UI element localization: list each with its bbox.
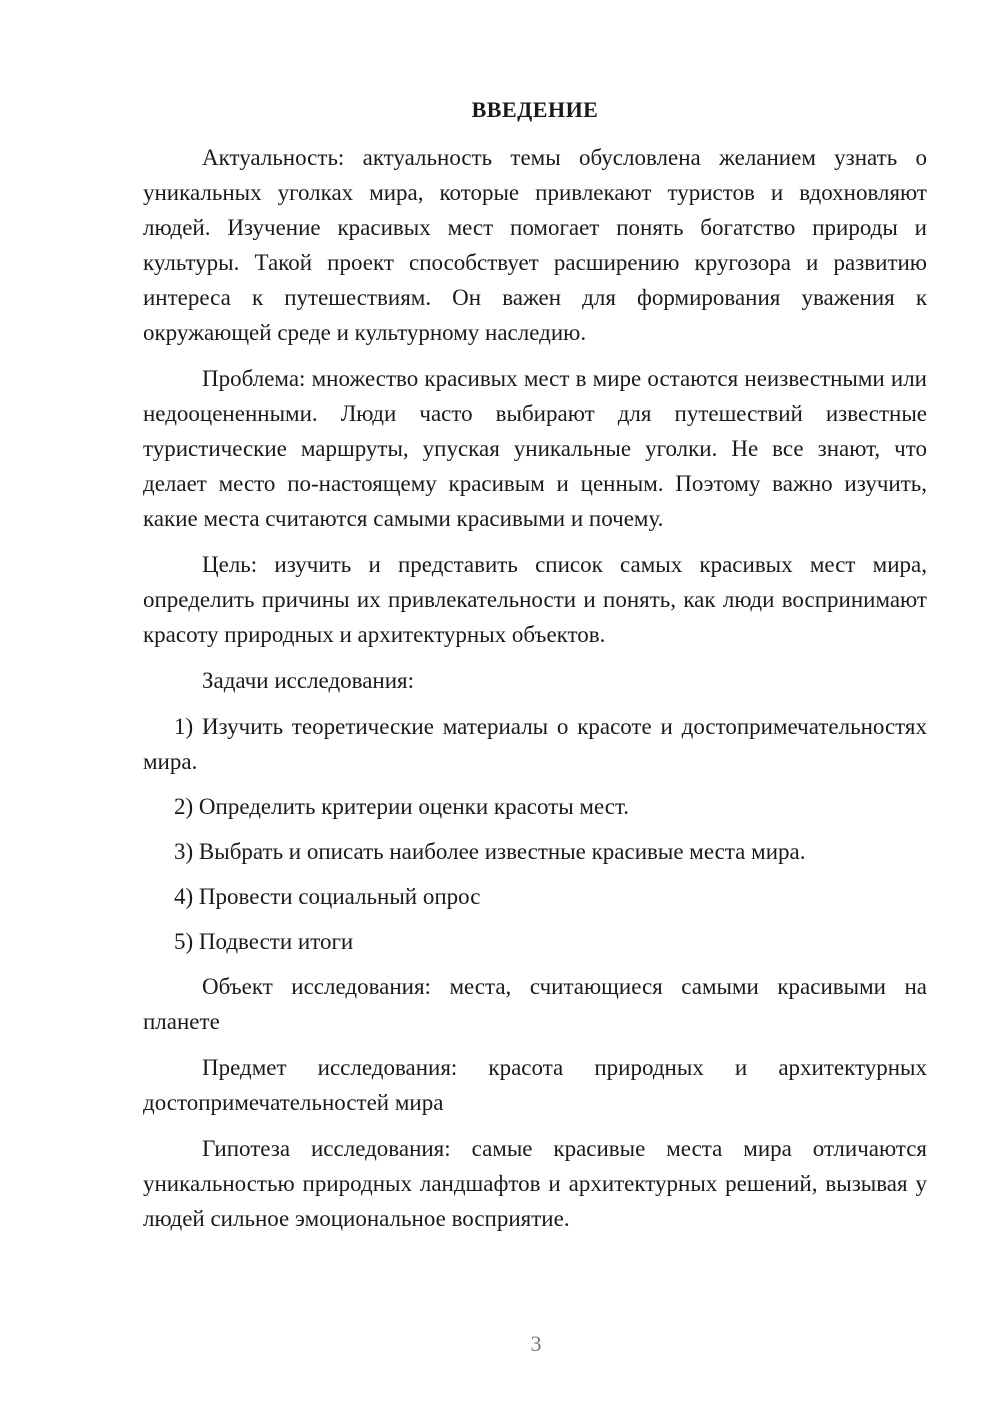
task-item-5: 5) Подвести итоги [174,929,354,954]
task-item-3: 3) Выбрать и описать наиболее известные красивые места мира. [174,839,806,864]
document-page [143,94,927,1236]
tasks-title: Задачи исследования: [202,668,415,693]
relevance-paragraph: Актуальность: актуальность темы обусловлена желанием узнать о уникальных уголках мира, которые привлекают туристов и вдохновляют людей. Изучение красивых мест помогает понять богатство природы и культуры. Такой проект способствует расширению кругозора и развитию интереса к путешествиям. Он важен для формирования уважения к окружающей среде и культурному наследию. [143,145,927,345]
task-item-2: 2) Определить критерии оценки красоты мест. [174,794,630,819]
task-item-4: 4) Провести социальный опрос [174,884,481,909]
object-paragraph: Объект исследования: места, считающиеся самыми красивыми на планете [143,974,927,1034]
hypothesis-paragraph: Гипотеза исследования: самые красивые места мира отличаются уникальностью природных ландшафтов и архитектурных решений, вызывая у людей сильное эмоциональное восприятие. [143,1136,927,1231]
goal-paragraph: Цель: изучить и представить список самых красивых мест мира, определить причины их привлекательности и понять, как люди воспринимают красоту природных и архитектурных объектов. [143,552,927,647]
section-heading: ВВЕДЕНИЕ [471,97,599,122]
subject-paragraph: Предмет исследования: красота природных и архитектурных достопримечательностей мира [143,1055,927,1115]
problem-paragraph: Проблема: множество красивых мест в мире остаются неизвестными или недооцененными. Люди часто выбирают для путешествий известные туристические маршруты, упуская уникальные уголки. Не все знают, что делает место по-настоящему красивым и ценным. Поэтому важно изучить, какие места считаются самыми красивыми и почему. [143,366,927,531]
page-number: 3 [530,1331,542,1356]
task-item-1: 1) Изучить теоретические материалы о красоте и достопримечательностях мира. [143,714,927,774]
